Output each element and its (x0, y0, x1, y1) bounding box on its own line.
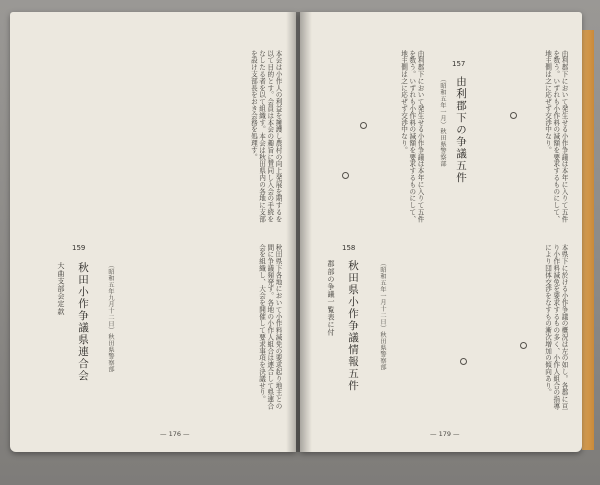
left-page-folio: — 176 — (160, 430, 190, 438)
right-page-upper-text: 由利郡下において発生せる小作争議は本年に入りて五件を数う。いずれも小作料の減額を要求するものにして、地主側は之に応ぜず交渉中なり。 (543, 50, 568, 223)
left-section-number: 159 (72, 244, 86, 252)
left-section-subtitle: 大曲支部会定款 (57, 262, 65, 316)
right-page-folio: — 179 — (430, 430, 460, 438)
right-bottom-section-title: 秋田県小作争議情報五件 (347, 260, 359, 392)
right-top-section-number: 157 (452, 60, 466, 68)
left-page (10, 12, 296, 452)
paragraph-mark-2 (360, 122, 367, 129)
left-section-title: 秋田小作争議県連合会 (77, 262, 89, 382)
paragraph-mark-5 (460, 358, 467, 365)
left-page-body-text: 本会は小作人の利益を擁護し農村の向上発展を期するを以て目的とす。会員は本会の趣旨に賛同し入会の手続をなしたる者を以て組織す。本会は秋田県内の各地に支部を設け支部長をおき会務を処理す。 (249, 50, 282, 223)
right-top-section-title: 由利郡下の争議五件 (455, 76, 467, 184)
right-page-lower-text: 本県下に於ける小作争議の概況は左の如し。各郡に亘り小作料減免を要求するもの多く、小作人組合の指導により団体交渉をなすもの漸次増加の傾向あり。 (543, 244, 568, 410)
right-bottom-section-number: 158 (342, 244, 356, 252)
paragraph-mark-1 (510, 112, 517, 119)
right-bottom-meta: （昭和五年一月十二日）秋田県警察部 (379, 260, 386, 371)
left-meta: （昭和五年九月十二日）秋田県警察部 (107, 262, 114, 373)
open-book (10, 12, 594, 460)
right-page (300, 12, 582, 452)
right-page-left-upper-text: 由利郡下において発生せる小作争議は本年に入りて五件を数う。いずれも小作料の減額を要求するものにして、地主側は之に応ぜず交渉中なり。 (399, 50, 424, 223)
book-edge (582, 30, 594, 450)
paragraph-mark-3 (342, 172, 349, 179)
paragraph-mark-4 (520, 342, 527, 349)
right-bottom-subtitle: 郡部の争議一覧表に付 (327, 260, 335, 336)
left-page-lower-text: 秋田県下各地において小作料減免の要求起り地主との間に争議頻発す。各地の小作人組合は連合して県連合会を組織し、大会を開催して要求事項を決議せり。 (257, 244, 282, 410)
right-top-meta: （昭和五年一月）秋田県警察部 (439, 76, 446, 167)
book-gutter (286, 12, 312, 452)
